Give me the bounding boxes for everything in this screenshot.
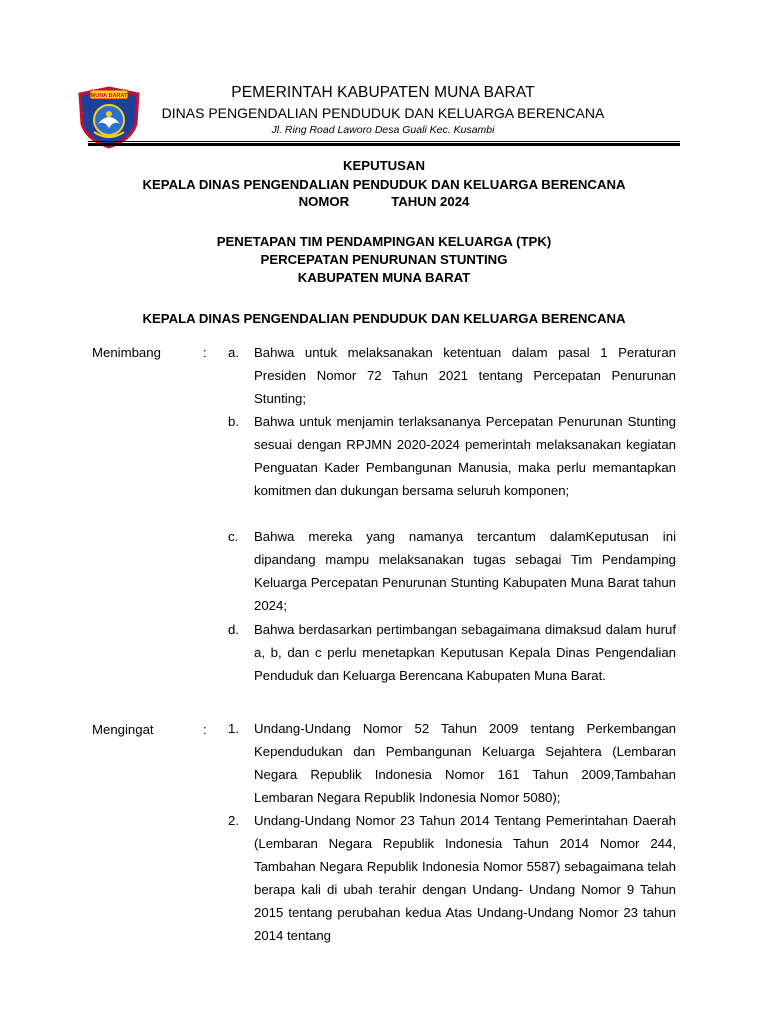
mengingat-item-2 — [228, 809, 676, 947]
decree-number-line — [0, 194, 768, 209]
agency-address: Jl. Ring Road Laworo Desa Guali Kec. Kusambi — [271, 124, 495, 136]
item-marker: 2. — [228, 813, 239, 828]
mengingat-colon: : — [203, 722, 207, 737]
mengingat-label: Mengingat — [92, 722, 154, 737]
decree-title: KEPUTUSAN — [342, 158, 426, 173]
tahun-label: TAHUN 2024 — [391, 194, 470, 209]
item-marker: c. — [228, 529, 239, 544]
government-name: PEMERINTAH KABUPATEN MUNA BARAT — [231, 84, 535, 101]
item-text: Bahwa untuk melaksanakan ketentuan dalam pasal 1 Peraturan Presiden Nomor 72 Tahun 2021 tentang Percepatan Penurunan Stunting; — [254, 345, 676, 406]
letterhead-divider-thin — [88, 141, 680, 142]
decree-subject-line3: KABUPATEN MUNA BARAT — [297, 270, 471, 285]
item-text: Bahwa mereka yang namanya tercantum dalamKeputusan ini dipandang mampu melaksanakan tugas sebagai Tim Pendamping Keluarga Percepatan Penurunan Stunting Kabupaten Muna Barat tahun 2024; — [254, 529, 676, 613]
letterhead-divider-thick — [88, 143, 680, 146]
menimbang-item-a — [228, 341, 676, 410]
item-text: Bahwa untuk menjamin terlaksananya Percepatan Penurunan Stunting sesuai dengan RPJMN 2020-2024 pemerintah melaksanakan kegiatan Penguatan Kader Pembangunan Manusia, maka perlu memantapkan komitmen dan dukungan bersama seluruh komponen; — [254, 414, 676, 498]
item-marker: d. — [228, 622, 239, 637]
agency-name: DINAS PENGENDALIAN PENDUDUK DAN KELUARGA BERENCANA — [161, 105, 605, 121]
mengingat-item-1 — [228, 717, 676, 809]
nomor-label: NOMOR — [298, 194, 350, 209]
menimbang-item-c — [228, 525, 676, 617]
menimbang-item-b — [228, 410, 676, 502]
svg-text:MUNA BARAT: MUNA BARAT — [90, 93, 128, 99]
item-marker: b. — [228, 414, 239, 429]
menimbang-label: Menimbang — [92, 345, 161, 360]
item-text: Bahwa berdasarkan pertimbangan sebagaimana dimaksud dalam huruf a, b, dan c perlu menetapkan Keputusan Kepala Dinas Pengendalian Penduduk dan Keluarga Berencana Kabupaten Muna Barat. — [254, 622, 676, 683]
decree-subject-line1: PENETAPAN TIM PENDAMPINGAN KELUARGA (TPK) — [216, 234, 552, 249]
item-text: Undang-Undang Nomor 52 Tahun 2009 tentang Perkembangan Kependudukan dan Pembangunan Keluarga Sejahtera (Lembaran Negara Republik Indonesia Nomor 161 Tahun 2009,Tambahan Lembaran Negara Republik Indonesia Nomor 5080); — [254, 721, 676, 805]
item-marker: 1. — [228, 721, 239, 736]
decree-subject-line2: PERCEPATAN PENURUNAN STUNTING — [260, 252, 508, 267]
item-marker: a. — [228, 345, 239, 360]
decree-issuer-repeat: KEPALA DINAS PENGENDALIAN PENDUDUK DAN KELUARGA BERENCANA — [142, 311, 626, 326]
menimbang-colon: : — [203, 345, 207, 360]
item-text: Undang-Undang Nomor 23 Tahun 2014 Tentang Pemerintahan Daerah (Lembaran Negara Republik Indonesia Tahun 2014 Nomor 244, Tambahan Negara Republik Indonesia Nomor 5587) sebagaimana telah berapa kali di ubah terahir dengan Undang- Undang Nomor 9 Tahun 2015 tentang perubahan kedua Atas Undang-Undang Nomor 23 tahun 2014 tentang — [254, 813, 676, 943]
decree-issuer: KEPALA DINAS PENGENDALIAN PENDUDUK DAN KELUARGA BERENCANA — [142, 177, 626, 192]
menimbang-item-d — [228, 618, 676, 687]
